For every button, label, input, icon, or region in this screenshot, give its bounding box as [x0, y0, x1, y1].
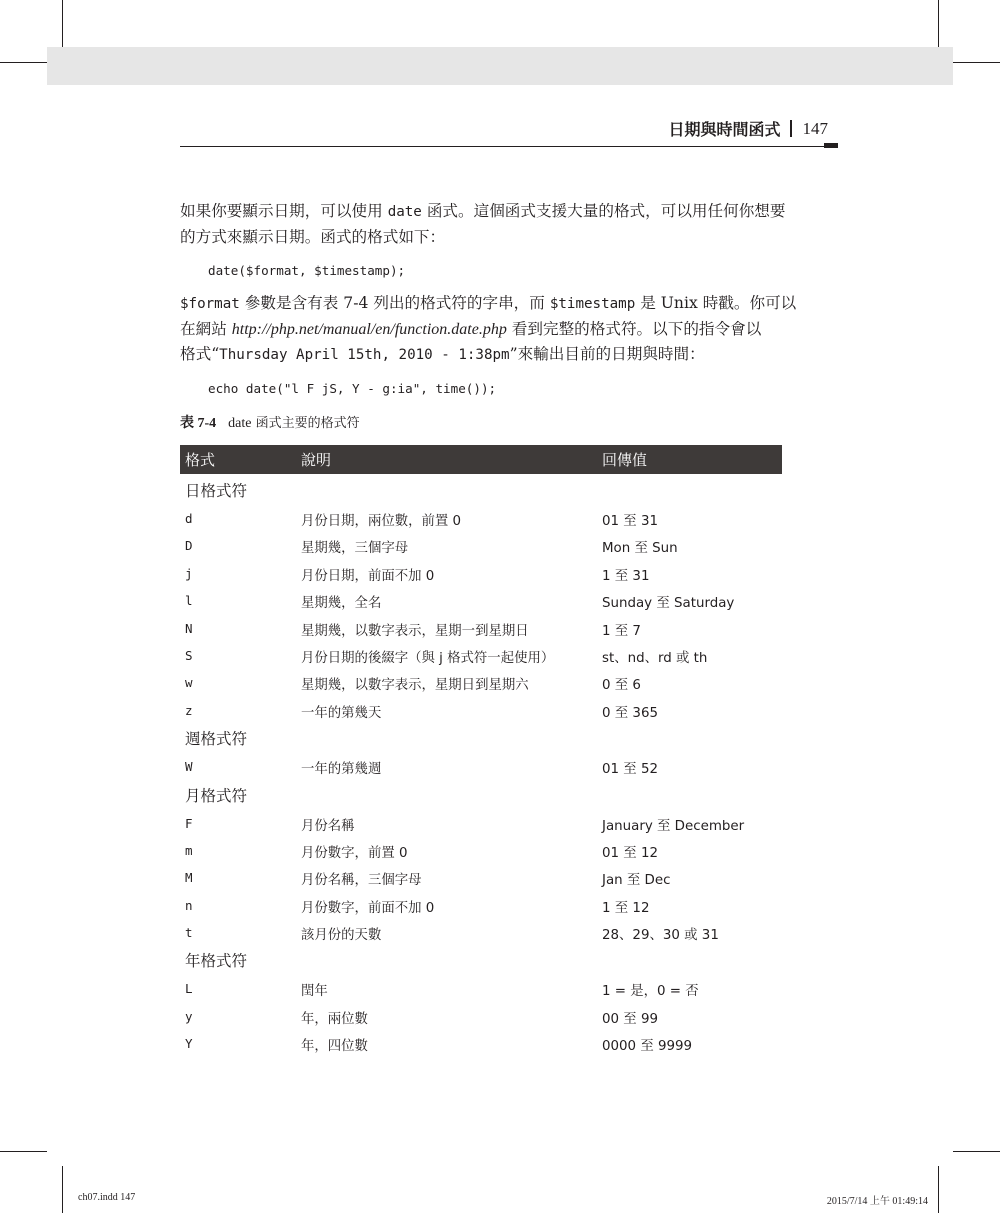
description-cell: 星期幾，全名 [301, 596, 382, 612]
return-value-cell: Sunday 至 Saturday [602, 596, 735, 612]
table-row [180, 1028, 782, 1055]
body-text: 格式“ [180, 345, 220, 363]
table-row [180, 530, 782, 557]
return-value-cell: 1 至 12 [602, 900, 650, 916]
table-row [180, 613, 782, 640]
header-band [47, 47, 953, 85]
description-cell: 年，兩位數 [301, 1011, 368, 1027]
page-number: 147 [802, 118, 828, 138]
return-value-cell: 0 至 365 [602, 705, 658, 721]
return-value-cell: Mon 至 Sun [602, 541, 678, 557]
body-text: 是 Unix 時戳。你可以 [635, 294, 797, 312]
caption-number: 表 7-4 [180, 416, 217, 431]
description-cell: 星期幾，以數字表示，星期日到星期六 [301, 678, 529, 694]
table-row [180, 585, 782, 612]
code-example-1: date($format, $timestamp); [208, 263, 406, 278]
format-cell: L [185, 981, 193, 997]
crop-mark [953, 62, 1000, 63]
description-cell: 該月份的天數 [301, 928, 382, 944]
intro-paragraph [180, 199, 845, 250]
format-cell: S [185, 647, 193, 663]
caption-text: 函式主要的格式符 [251, 416, 360, 431]
table-row [180, 667, 782, 694]
table-row [180, 695, 782, 722]
format-cell: y [185, 1008, 193, 1024]
format-cell: Y [185, 1036, 193, 1052]
crop-mark [62, 1166, 63, 1213]
table-group-row [180, 722, 782, 751]
url-link: http://php.net/manual/en/function.date.php [231, 321, 507, 338]
intro-line-1 [180, 199, 845, 225]
inline-code: $timestamp [549, 296, 636, 312]
header-return-value: 回傳值 [602, 451, 648, 469]
table-group-row [180, 474, 782, 503]
table-row [180, 835, 782, 862]
description-cell: 月份名稱 [301, 818, 355, 834]
return-value-cell: Jan 至 Dec [602, 873, 671, 889]
format-cell: N [185, 620, 193, 636]
body-text: 看到完整的格式符。以下的指令會以 [506, 320, 762, 338]
return-value-cell: 00 至 99 [602, 1011, 658, 1027]
body-line-3 [180, 342, 845, 368]
caption-command: date [228, 416, 252, 431]
format-cell: d [185, 511, 193, 526]
description-cell: 月份名稱，三個字母 [301, 873, 422, 889]
table-row [180, 503, 782, 530]
return-value-cell: 01 至 12 [602, 845, 658, 861]
description-cell: 月份日期的後綴字（與 j 格式符一起使用） [301, 650, 555, 666]
group-title: 月格式符 [185, 786, 248, 805]
return-value-cell: st、nd、rd 或 th [602, 650, 708, 666]
running-head-title: 日期與時間函式 [668, 120, 781, 139]
crop-mark [938, 0, 939, 47]
description-cell: 星期幾，以數字表示，星期一到星期日 [301, 623, 529, 639]
format-cell: l [185, 593, 193, 609]
header-rule [180, 146, 824, 147]
body-text: ”來輸出目前的日期與時間： [509, 345, 705, 363]
format-table [180, 445, 782, 1056]
body-text: 在網站 [180, 320, 232, 338]
intro-text: 如果你要顯示日期，可以使用 [180, 202, 388, 220]
running-head-separator [790, 120, 792, 137]
format-cell: F [185, 815, 193, 831]
crop-mark [0, 62, 47, 63]
table-row [180, 558, 782, 585]
description-cell: 閏年 [301, 984, 328, 1000]
format-cell: m [185, 842, 193, 858]
return-value-cell: 1 至 7 [602, 623, 641, 639]
table-row [180, 890, 782, 917]
description-cell: 月份數字，前置 0 [301, 845, 408, 861]
table-group-row [180, 779, 782, 808]
inline-code: Thursday April 15th, 2010 - 1:38pm [219, 347, 510, 363]
footer-timestamp: 2015/7/14 上午 01:49:14 [826, 1196, 928, 1207]
intro-line-2: 的方式來顯示日期。函式的格式如下： [180, 228, 446, 246]
return-value-cell: 0000 至 9999 [602, 1039, 693, 1055]
return-value-cell: 1 = 是，0 = 否 [602, 984, 699, 1000]
table-row [180, 973, 782, 1000]
return-value-cell: 0 至 6 [602, 678, 641, 694]
inline-code: $format [180, 296, 240, 312]
footer-file: ch07.indd 147 [78, 1192, 136, 1203]
table-caption [180, 412, 360, 432]
inline-code: date [387, 204, 422, 220]
header-description: 說明 [301, 451, 332, 469]
header-format: 格式 [185, 451, 216, 469]
format-cell: j [185, 565, 193, 581]
running-head [668, 117, 828, 140]
intro-text: 函式。這個函式支援大量的格式，可以用任何你想要 [421, 202, 786, 220]
table-row [180, 640, 782, 667]
return-value-cell: 01 至 52 [602, 762, 658, 778]
header-rule-mark [824, 143, 838, 148]
code-example-2: echo date("l F jS, Y - g:ia", time()); [208, 381, 497, 396]
description-cell: 星期幾，三個字母 [301, 541, 409, 557]
table-row [180, 808, 782, 835]
crop-mark [938, 1166, 939, 1213]
description-cell: 月份日期，前面不加 0 [301, 568, 435, 584]
crop-mark [953, 1151, 1000, 1152]
table-header [180, 445, 782, 474]
return-value-cell: January 至 December [602, 818, 745, 834]
format-cell: t [185, 925, 193, 941]
body-line-1 [180, 291, 845, 317]
description-cell: 月份日期，兩位數，前置 0 [301, 514, 462, 529]
crop-mark [0, 1151, 47, 1152]
crop-mark [62, 0, 63, 47]
format-cell: M [185, 870, 193, 886]
group-title: 年格式符 [185, 952, 248, 971]
table-body [180, 474, 782, 1056]
return-value-cell: 1 至 31 [602, 568, 650, 584]
table-row [180, 751, 782, 778]
table-group-row [180, 944, 782, 973]
body-paragraph [180, 291, 845, 368]
description-cell: 一年的第幾週 [301, 762, 382, 778]
description-cell: 月份數字，前面不加 0 [301, 900, 435, 916]
description-cell: 年，四位數 [301, 1039, 368, 1055]
table-row [180, 862, 782, 889]
format-cell: w [185, 675, 193, 691]
group-title: 週格式符 [185, 730, 248, 749]
return-value-cell: 28、29、30 或 31 [602, 928, 719, 944]
format-cell: D [185, 538, 193, 554]
return-value-cell: 01 至 31 [602, 514, 658, 529]
description-cell: 一年的第幾天 [301, 705, 382, 721]
table-row [180, 1001, 782, 1028]
format-cell: z [185, 702, 193, 718]
body-line-2 [180, 317, 845, 342]
table-row [180, 917, 782, 944]
body-text: 參數是含有表 7-4 列出的格式符的字串，而 [239, 294, 550, 312]
format-cell: n [185, 897, 193, 913]
format-cell: W [185, 759, 193, 775]
group-title: 日格式符 [185, 482, 248, 500]
